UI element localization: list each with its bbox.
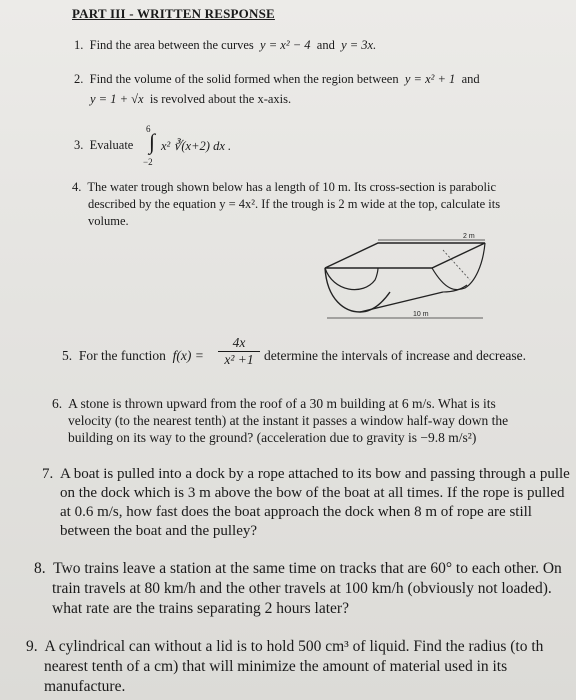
fraction-numerator: 4x xyxy=(218,335,260,352)
question-text: Two trains leave a station at the same time on tracks that are 60° to each other. On xyxy=(53,560,562,577)
function-label: f(x) = xyxy=(172,348,204,363)
integrand: x² ∛(x+2) dx . xyxy=(161,139,232,153)
question-6-line-2: velocity (to the nearest tenth) at the instant it passes a window half-way down the xyxy=(68,413,509,428)
section-heading: PART III - WRITTEN RESPONSE xyxy=(72,6,275,21)
question-text: A boat is pulled into a dock by a rope attached to its bow and passing through a pulle xyxy=(59,466,570,482)
question-number: 6. xyxy=(52,396,63,411)
equation: y = 3x. xyxy=(341,38,377,52)
question-text: Evaluate xyxy=(89,138,134,152)
question-2 xyxy=(74,72,480,87)
question-3 xyxy=(74,138,133,153)
trough-bottom-edge xyxy=(360,292,443,312)
question-9 xyxy=(26,638,543,656)
question-2-line-2 xyxy=(90,92,291,107)
integral-lower-limit: −2 xyxy=(143,157,153,167)
equation: y = x² + 1 xyxy=(404,72,456,86)
question-number: 5. xyxy=(62,348,73,363)
question-text: For the function xyxy=(78,348,166,363)
question-number: 9. xyxy=(26,638,38,655)
hidden-edge xyxy=(443,250,470,280)
question-7 xyxy=(42,466,570,483)
equation: y = 1 + √x xyxy=(90,92,144,106)
question-6-line-3: building on its way to the ground? (acceleration due to gravity is −9.8 m/s²) xyxy=(68,430,477,445)
question-number: 3. xyxy=(74,138,84,152)
width-label: 2 m xyxy=(463,233,475,240)
length-label: 10 m xyxy=(413,311,429,318)
question-text: The water trough shown below has a length of 10 m. Its cross-section is parabolic xyxy=(87,180,496,194)
question-text: is revolved about the x-axis. xyxy=(149,92,292,106)
fraction xyxy=(218,335,260,368)
integral-upper-limit: 6 xyxy=(146,124,151,134)
question-5-suffix: determine the intervals of increase and decrease. xyxy=(264,348,526,363)
question-7-line-3: at 0.6 m/s, how fast does the boat approach the dock when 8 m of rope are still xyxy=(60,504,532,520)
integral-sign-icon: ∫ xyxy=(149,129,156,154)
question-text: A cylindrical can without a lid is to hold 500 cm³ of liquid. Find the radius (to th xyxy=(44,638,544,655)
question-4-line-3: volume. xyxy=(88,214,129,228)
fraction-denominator: x² +1 xyxy=(224,352,254,367)
question-number: 8. xyxy=(34,560,46,577)
question-9-line-2: nearest tenth of a cm) that will minimize the amount of material used in its xyxy=(44,658,508,675)
trough-diagram xyxy=(315,230,495,325)
equation: y = x² − 4 xyxy=(260,38,311,52)
question-9-line-3: manufacture. xyxy=(44,678,126,695)
question-number: 1. xyxy=(74,38,84,52)
back-parabola xyxy=(432,243,485,290)
question-7-line-2: on the dock which is 3 m above the bow of the boat at all times. If the rope is pulled xyxy=(60,485,565,501)
question-4 xyxy=(72,180,496,195)
trough-top-rim xyxy=(325,243,485,268)
question-5 xyxy=(62,348,204,364)
question-4-line-2: described by the equation y = 4x². If the trough is 2 m wide at the top, calculate its xyxy=(88,197,501,211)
front-face-curve xyxy=(325,268,378,290)
conjunction: and xyxy=(316,38,335,52)
question-number: 7. xyxy=(42,466,54,482)
question-text: A stone is thrown upward from the roof of a 30 m building at 6 m/s. What is its xyxy=(68,396,496,411)
question-number: 4. xyxy=(72,180,82,194)
question-8-line-2: train travels at 80 km/h and the other travels at 100 km/h (obviously not loaded). xyxy=(52,580,552,597)
question-6 xyxy=(52,396,496,412)
question-number: 2. xyxy=(74,72,84,86)
conjunction: and xyxy=(461,72,480,86)
question-7-line-4: between the boat and the pulley? xyxy=(60,523,258,539)
question-8 xyxy=(34,560,562,578)
question-text: Find the volume of the solid formed when the region between xyxy=(89,72,399,86)
question-8-line-3: what rate are the trains separating 2 hours later? xyxy=(52,600,349,617)
question-1 xyxy=(74,38,376,53)
question-text: Find the area between the curves xyxy=(89,38,254,52)
